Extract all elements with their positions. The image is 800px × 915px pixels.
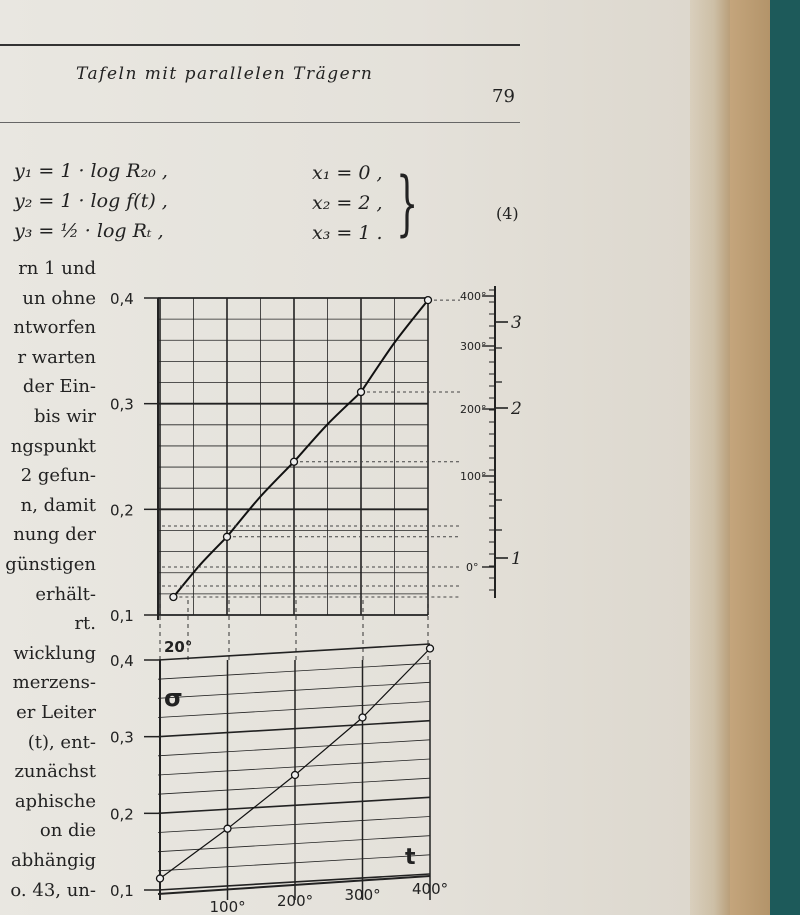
- body-text-line: rt.: [74, 613, 96, 635]
- data-point: [224, 533, 231, 540]
- body-text-line: wicklung: [13, 642, 96, 664]
- scale-temperature-label: 400°: [460, 290, 487, 303]
- y-tick-label: 0,3: [110, 395, 134, 414]
- body-text-line: aphische: [14, 790, 96, 812]
- body-text-line: zunächst: [14, 761, 96, 783]
- equation-y3: y₃ = ½ · log Rₜ ,: [14, 220, 164, 242]
- body-text-line: merzens-: [12, 672, 96, 694]
- body-text-line: un ohne: [22, 287, 96, 309]
- x-tick-label: 200°: [277, 892, 314, 910]
- body-text-line: on die: [39, 820, 96, 842]
- annotation-20-degrees: 20°: [164, 638, 193, 656]
- equation-x1: x₁ = 0 ,: [312, 162, 383, 184]
- body-text-line: (t), ent-: [27, 731, 96, 753]
- data-point: [291, 458, 298, 465]
- data-point: [358, 389, 365, 396]
- running-header-title: Tafeln mit parallelen Trägern: [76, 64, 374, 84]
- grid-line-h: [158, 702, 430, 718]
- body-text-line: günstigen: [5, 554, 96, 575]
- equation-brace: }: [396, 162, 419, 244]
- body-text-line: r warten: [17, 346, 96, 368]
- series-line: [173, 300, 428, 597]
- equation-x3: x₃ = 1 .: [312, 222, 383, 244]
- page-number: 79: [492, 86, 515, 107]
- y-tick-label: 0,2: [110, 805, 134, 824]
- data-point: [157, 875, 164, 882]
- y-tick-label: 0,4: [110, 290, 134, 308]
- t-label: t: [405, 845, 416, 870]
- right-scale: [460, 286, 522, 598]
- scale-number-label: 1: [511, 549, 522, 569]
- body-text-line: abhängig: [11, 850, 96, 871]
- body-text-line: o. 43, un-: [10, 879, 96, 901]
- y-tick-label: 0,4: [110, 652, 134, 670]
- data-point: [427, 645, 434, 652]
- grid-line-h: [158, 855, 430, 871]
- grid-line-h: [158, 797, 430, 813]
- body-text-line: n, damit: [20, 494, 96, 516]
- body-text-line: 2 gefun-: [20, 465, 96, 487]
- data-point: [425, 297, 432, 304]
- data-point: [170, 594, 177, 601]
- equation-x2: x₂ = 2 ,: [312, 192, 383, 214]
- scale-temperature-label: 300°: [460, 340, 487, 353]
- scale-temperature-label: 0°: [466, 561, 479, 574]
- body-text-line: erhält-: [35, 583, 96, 605]
- equation-y2: y₂ = 1 · log f(t) ,: [14, 190, 168, 212]
- upper-chart: [110, 290, 460, 660]
- y-tick-label: 0,2: [110, 501, 134, 520]
- x-tick-label: 300°: [344, 886, 381, 904]
- lower-chart: [110, 644, 448, 915]
- grid-line-h: [158, 874, 430, 890]
- scale-number-label: 3: [511, 313, 522, 333]
- body-text-line: bis wir: [33, 406, 96, 427]
- y-tick-label: 0,1: [110, 607, 134, 625]
- body-text-line: nung der: [13, 524, 96, 546]
- body-text-line: der Ein-: [22, 376, 96, 398]
- grid-line-h: [158, 817, 430, 833]
- scale-number-label: 2: [511, 399, 522, 419]
- body-text-line: rn 1 und: [18, 258, 96, 279]
- body-text-line: ngspunkt: [10, 435, 96, 457]
- y-tick-label: 0,1: [110, 882, 134, 900]
- sigma-label: σ: [164, 684, 183, 712]
- data-point: [292, 772, 299, 779]
- equation-number: (4): [496, 204, 519, 223]
- y-tick-label: 0,3: [110, 728, 134, 747]
- grid-line-h: [158, 721, 430, 737]
- equation-y1: y₁ = 1 · log R₂₀ ,: [14, 160, 168, 182]
- grid-line-h: [158, 740, 430, 756]
- x-tick-label: 400°: [412, 880, 449, 898]
- body-text-line: ntworfen: [13, 317, 96, 339]
- x-tick-label: 100°: [209, 898, 246, 915]
- body-text-line: er Leiter: [16, 702, 96, 723]
- data-point: [224, 825, 231, 832]
- scale-temperature-label: 100°: [460, 470, 487, 483]
- grid-line-h: [158, 778, 430, 794]
- grid-line-h: [158, 644, 430, 660]
- data-point: [359, 714, 366, 721]
- scale-temperature-label: 200°: [460, 403, 487, 416]
- grid-line-h: [158, 663, 430, 679]
